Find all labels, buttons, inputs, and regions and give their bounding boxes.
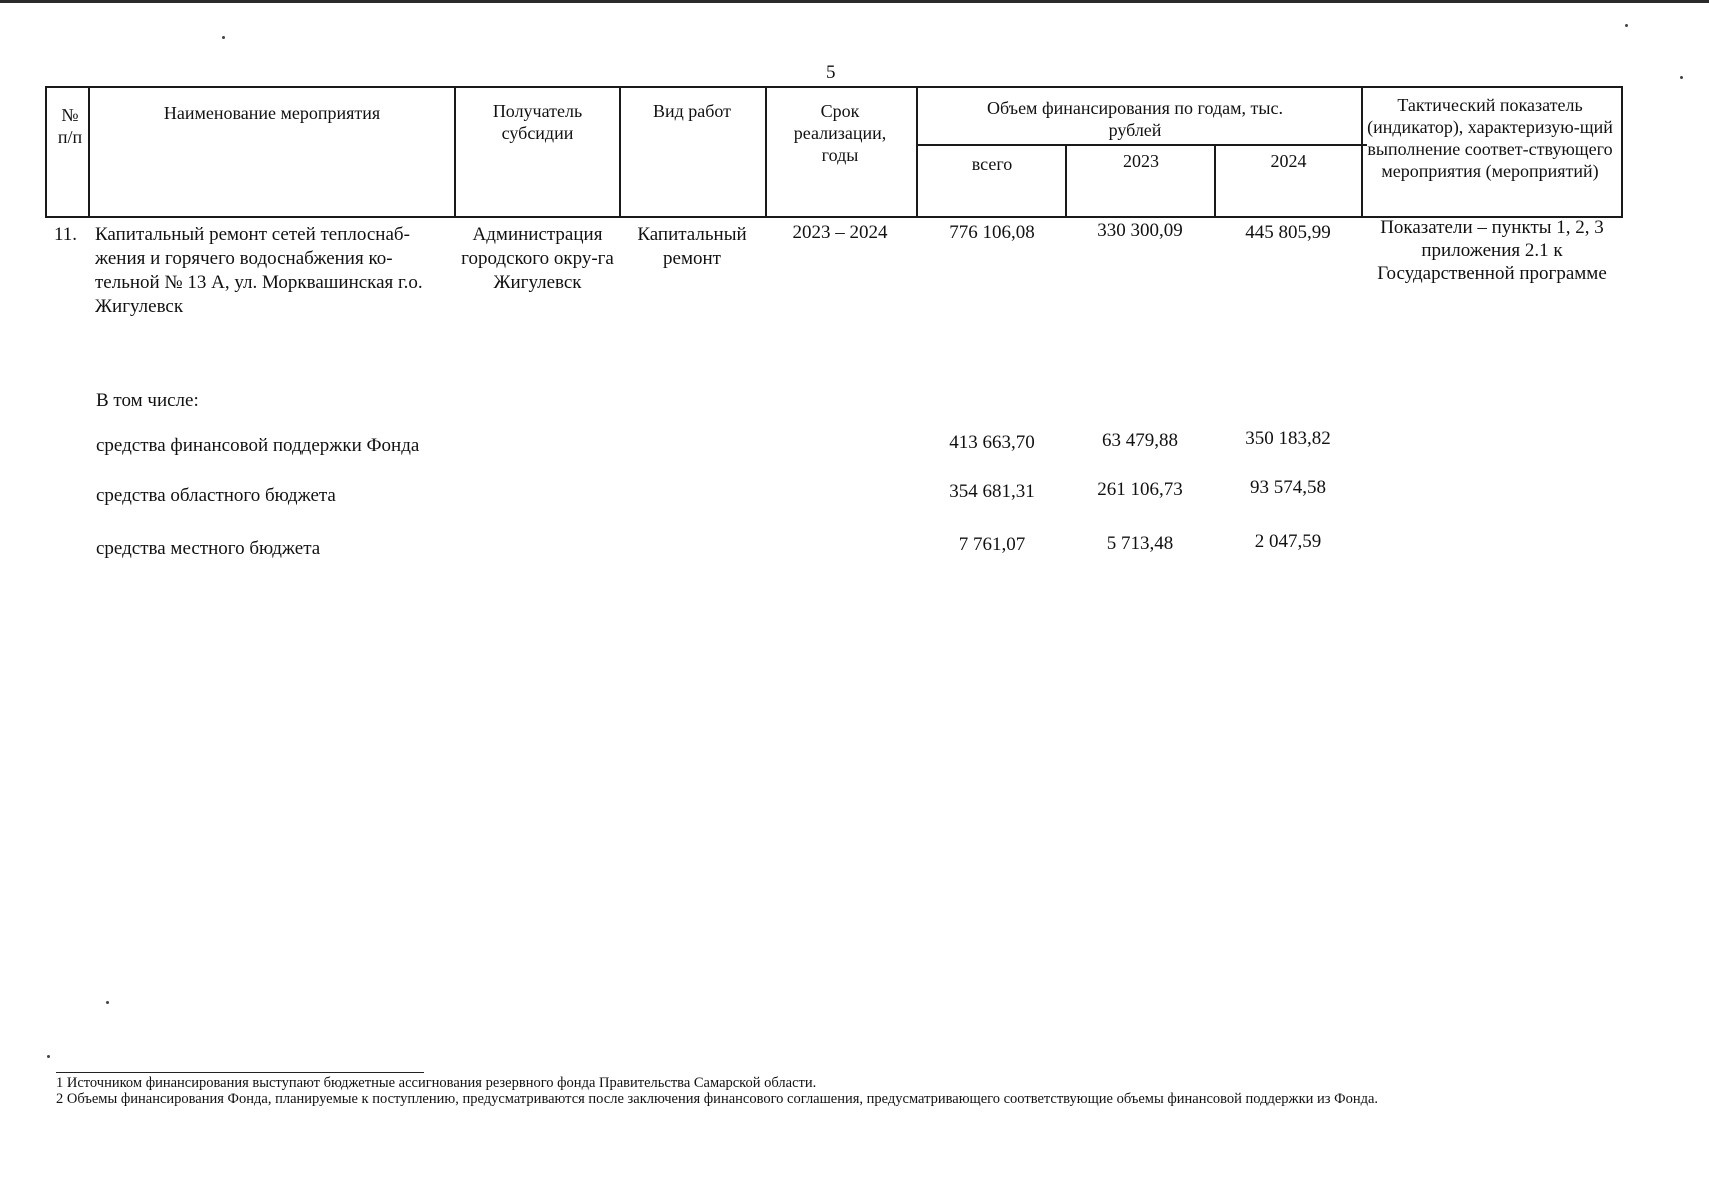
sub-row-2024: 350 183,82 — [1245, 428, 1331, 449]
including-label: В том числе: — [96, 390, 199, 411]
header-work-type: Вид работ — [652, 101, 732, 121]
scan-edge — [0, 0, 1709, 3]
header-financing: Объем финансирования по годам, тыс. рублей — [987, 98, 1283, 140]
header-indicator: Тактический показатель (индикатор), характеризую-щий выполнение соответ-ствующего мероприятия (мероприятий) — [1367, 95, 1613, 181]
sub-row-2024: 2 047,59 — [1254, 531, 1322, 552]
scan-speck — [222, 36, 225, 39]
scan-speck — [47, 1055, 50, 1058]
sub-row-label: средства местного бюджета — [96, 538, 321, 559]
header-term: Срок реализации, годы — [793, 101, 887, 165]
sub-row-total: 354 681,31 — [949, 481, 1035, 502]
row-num: 11. — [54, 224, 78, 245]
header-total: всего — [971, 154, 1013, 174]
sub-row-2023: 63 479,88 — [1102, 430, 1178, 451]
header-2024: 2024 — [1270, 151, 1307, 171]
scan-speck — [106, 1001, 109, 1004]
header-recipient: Получатель субсидии — [492, 101, 583, 143]
sub-row-2024: 93 574,58 — [1250, 477, 1326, 498]
row-2023: 330 300,09 — [1097, 220, 1183, 241]
row-indicator: Показатели – пункты 1, 2, 3 приложения 2.1 к Государственной программе — [1377, 217, 1607, 284]
header-name: Наименование мероприятия — [163, 103, 381, 123]
header-2023: 2023 — [1123, 151, 1159, 171]
sub-row-label: средства финансовой поддержки Фонда — [96, 435, 420, 456]
footnote-rule — [56, 1072, 424, 1073]
sub-row-total: 413 663,70 — [949, 432, 1035, 453]
sub-row-2023: 5 713,48 — [1106, 533, 1174, 554]
footnote-1: 1 Источником финансирования выступают бюджетные ассигнования резервного фонда Правительства Самарской области. — [56, 1075, 817, 1091]
row-2024: 445 805,99 — [1245, 222, 1331, 243]
row-recipient: Администрация городского окру-га Жигулевск — [461, 224, 614, 293]
scan-speck — [1625, 24, 1628, 27]
row-total: 776 106,08 — [949, 222, 1035, 243]
row-term: 2023 – 2024 — [792, 222, 888, 243]
sub-row-total: 7 761,07 — [958, 534, 1026, 555]
row-work-type: Капитальный ремонт — [637, 224, 747, 269]
header-num: № п/п — [57, 105, 83, 147]
footnote-2: 2 Объемы финансирования Фонда, планируемые к поступлению, предусматриваются после заключения финансового соглашения, предусматривающего соответствующие объемы финансовой поддержки из Фонда. — [56, 1091, 1379, 1107]
sub-row-2023: 261 106,73 — [1097, 479, 1183, 500]
sub-row-label: средства областного бюджета — [96, 485, 336, 506]
scan-speck — [1680, 76, 1683, 79]
row-name: Капитальный ремонт сетей теплоснаб-жения и горячего водоснабжения ко-тельной № 13 А, ул. Морквашинская г.о. Жигулевск — [95, 224, 423, 317]
page-number: 5 — [826, 62, 836, 83]
